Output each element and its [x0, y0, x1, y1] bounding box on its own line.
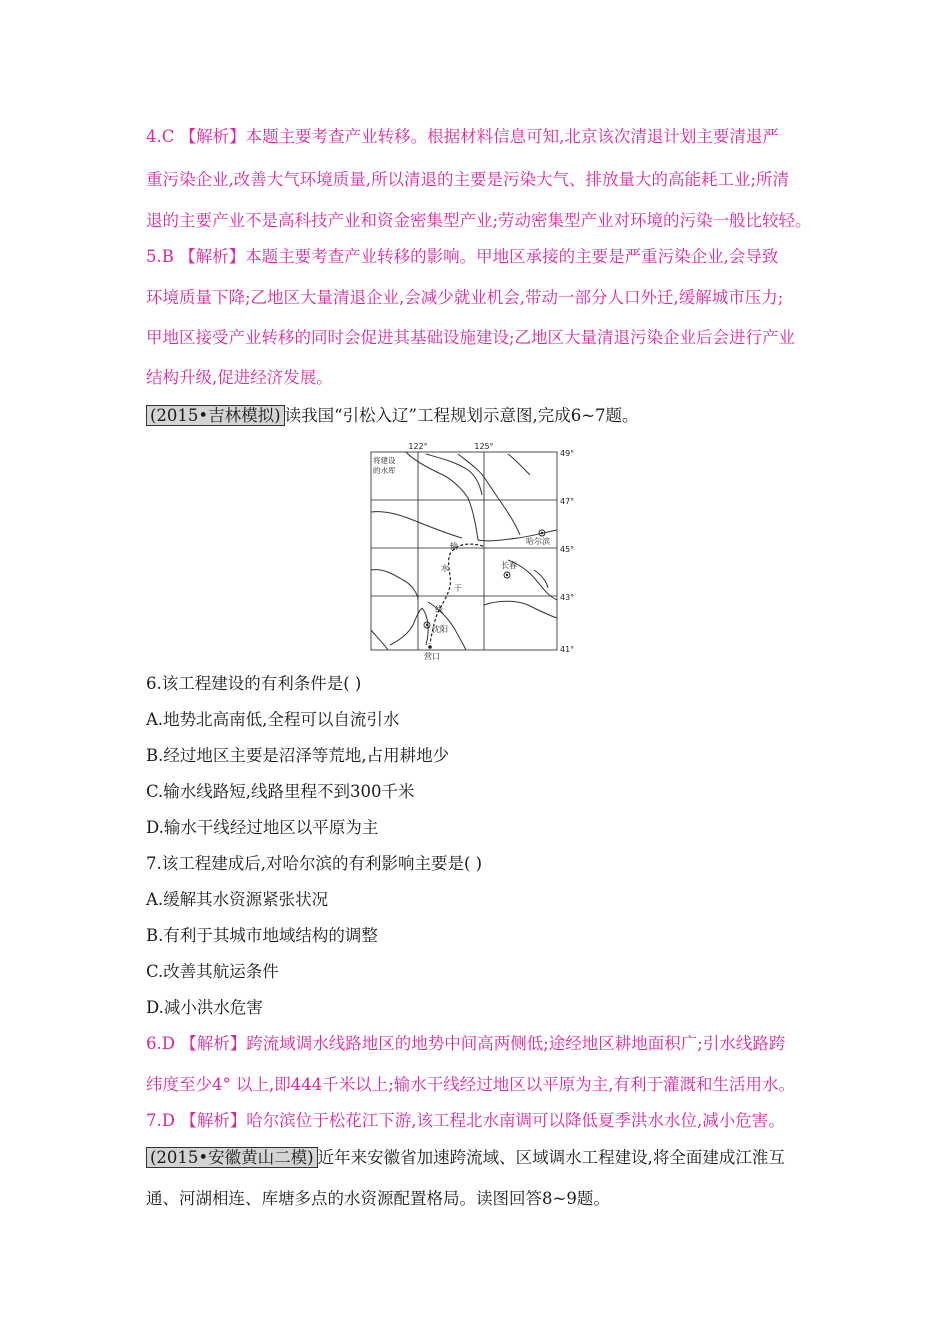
intro-8-9 [146, 1148, 785, 1168]
intro-text: 读我国“引松入辽”工程规划示意图,完成6~7题。 [284, 406, 639, 425]
lat-label-41: 41° [560, 645, 575, 654]
answer-5-line-4: 结构升级,促进经济发展。 [146, 368, 333, 387]
intro-8-9-line-2: 通、河湖相连、库塘多点的水资源配置格局。读图回答8~9题。 [146, 1189, 610, 1208]
canal-char-1: 输 [450, 542, 458, 551]
intro-2-text: 近年来安徽省加速跨流域、区域调水工程建设,将全面建成江淮互 [317, 1148, 785, 1167]
answer-4-line-1: 4.C 【解析】本题主要考查产业转移。根据材料信息可知,北京该次清退计划主要清退严 [146, 127, 779, 146]
q7-option-c: C.改善其航运条件 [146, 962, 279, 981]
q7-stem: 7.该工程建成后,对哈尔滨的有利影响主要是( ) [146, 854, 483, 873]
yingkou-dot [428, 645, 432, 649]
harbin-dot [541, 532, 543, 534]
water-diversion-map [358, 440, 583, 665]
lat-label-49: 49° [560, 449, 575, 458]
q6-option-b: B.经过地区主要是沼泽等荒地,占用耕地少 [146, 746, 450, 765]
lon-label-125: 125° [474, 442, 494, 451]
city-shenyang: 沈阳 [432, 625, 448, 634]
intro-6-7 [146, 406, 639, 426]
city-harbin: 哈尔滨 [526, 537, 550, 546]
answer-4-line-2: 重污染企业,改善大气环境质量,所以清退的主要是污染大气、排放量大的高能耗工业;所清 [146, 170, 790, 189]
answer-7-line-1: 7.D 【解析】哈尔滨位于松花江下游,该工程北水南调可以降低夏季洪水水位,减小危害。 [146, 1111, 785, 1130]
map-frame [371, 452, 557, 650]
canal-char-4: 线 [435, 605, 443, 614]
answer-4-line-3: 退的主要产业不是高科技产业和资金密集型产业;劳动密集型产业对环境的污染一般比较轻。 [146, 211, 812, 230]
source-tag-2: (2015•安徽黄山二模) [146, 1147, 318, 1168]
shenyang-dot [426, 624, 428, 626]
q6-option-c: C.输水线路短,线路里程不到300千米 [146, 782, 415, 801]
city-yingkou: 营口 [424, 652, 440, 661]
q6-option-a: A.地势北高南低,全程可以自流引水 [146, 710, 400, 729]
q6-stem: 6.该工程建设的有利条件是( ) [146, 674, 362, 693]
source-tag: (2015•吉林模拟) [146, 405, 285, 426]
lat-label-47: 47° [560, 497, 575, 506]
q7-option-a: A.缓解其水资源紧张状况 [146, 890, 329, 909]
changchun-dot [506, 574, 508, 576]
canal-char-2: 水 [441, 564, 449, 573]
answer-6-line-1: 6.D 【解析】跨流域调水线路地区的地势中间高两侧低;途经地区耕地面积广;引水线路跨 [146, 1034, 786, 1053]
q7-option-d: D.减小洪水危害 [146, 998, 263, 1017]
lat-label-45: 45° [560, 545, 575, 554]
city-changchun: 长春 [501, 561, 517, 570]
answer-5-line-2: 环境质量下降;乙地区大量清退企业,会减少就业机会,带动一部分人口外迁,缓解城市压力; [146, 288, 784, 307]
legend-line-2: 的水库 [373, 466, 396, 475]
lat-label-43: 43° [560, 593, 575, 602]
answer-5-line-1: 5.B 【解析】本题主要考查产业转移的影响。甲地区承接的主要是严重污染企业,会导致 [146, 247, 779, 266]
answer-5-line-3: 甲地区接受产业转移的同时会促进其基础设施建设;乙地区大量清退污染企业后会进行产业 [146, 328, 796, 347]
q7-option-b: B.有利于其城市地域结构的调整 [146, 926, 378, 945]
legend-line-1: 将建设 [373, 456, 396, 465]
answer-6-line-2: 纬度至少4° 以上,即444千米以上;输水干线经过地区以平原为主,有利于灌溉和生活用水。 [146, 1075, 796, 1094]
canal-char-3: 干 [454, 584, 462, 593]
lon-label-122: 122° [408, 442, 428, 451]
q6-option-d: D.输水干线经过地区以平原为主 [146, 818, 379, 837]
